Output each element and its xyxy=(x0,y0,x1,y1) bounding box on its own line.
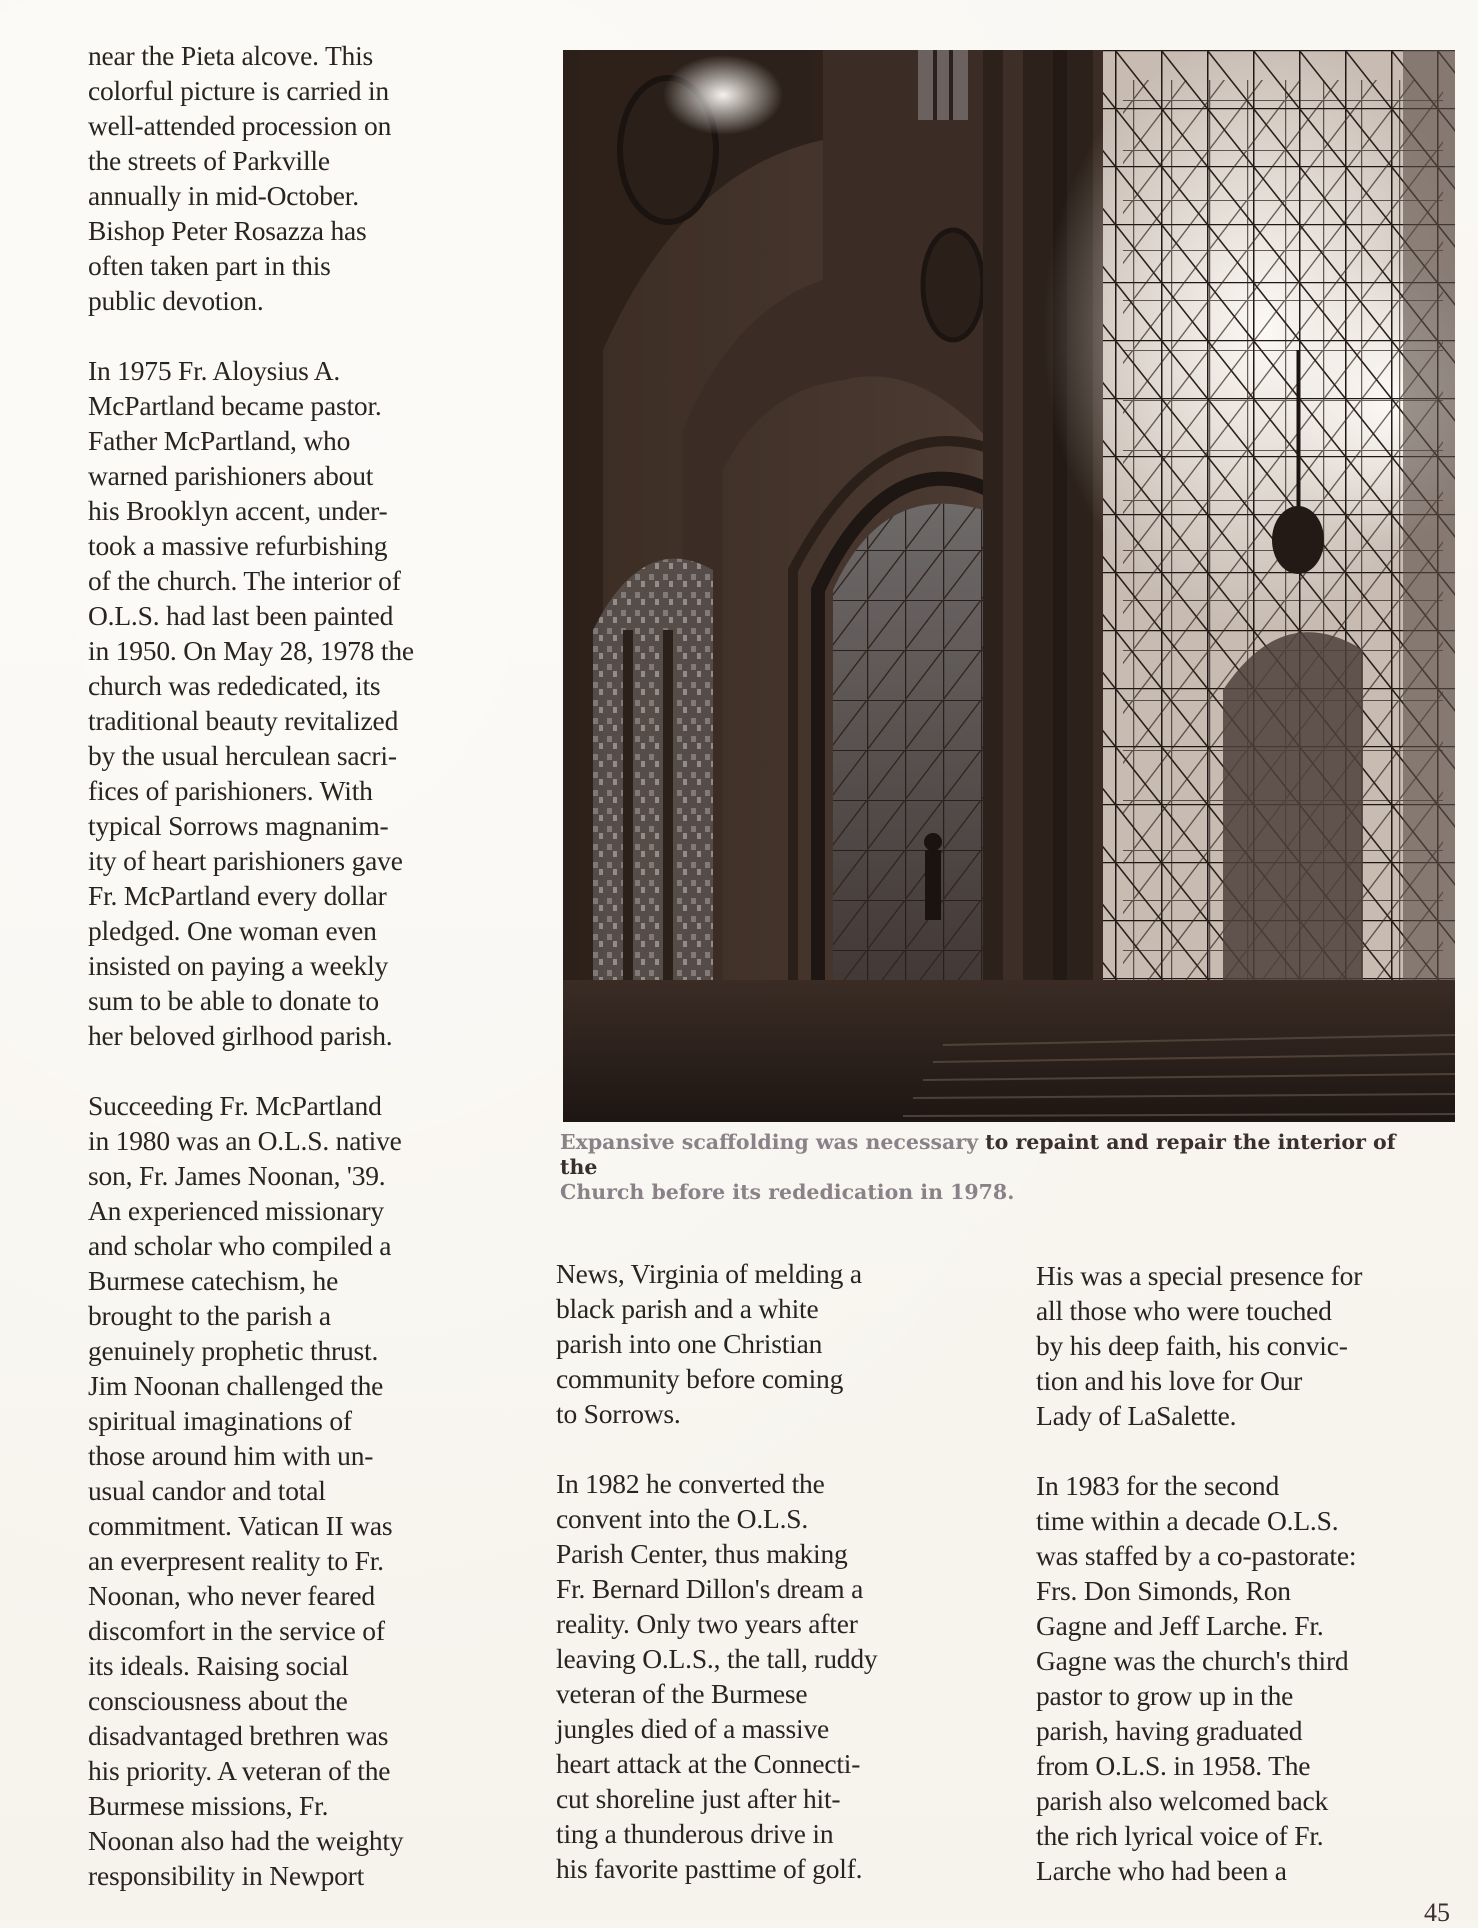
paragraph: His was a special presence for all those who were touched by his deep faith, his convic- tion and his love for Our Lady of LaSalette. xyxy=(1036,1260,1363,1431)
caption-text-faded: Expansive scaffolding was necessary xyxy=(560,1130,979,1154)
page-number: 45 xyxy=(1424,1898,1450,1927)
church-interior-photo xyxy=(563,50,1455,1122)
caption-text-faded: Church before its rededication in 1978. xyxy=(560,1180,1015,1204)
paragraph: In 1975 Fr. Aloysius A. McPartland became pastor. Father McPartland, who warned parishioners about his Brooklyn accent, under- took a massive refurbishing of the church. The interior of O.L.S. had last been painted in 1950. On May 28, 1978 the church was rededicated, its traditional beauty revitalized by the usual herculean sacri- fices of parishioners. With typical Sorrows magnanim- ity of heart parishioners gave Fr. McPartland every dollar pledged. One woman even insisted on paying a weekly sum to be able to donate to her beloved girlhood parish. xyxy=(88,355,414,1051)
caption-text: to repaint and repair the interior of the xyxy=(560,1130,1396,1179)
left-text-column xyxy=(88,38,508,1893)
paragraph: News, Virginia of melding a black parish and a white parish into one Christian community before coming to Sorrows. xyxy=(556,1258,862,1429)
scaffolding-photo-illustration xyxy=(563,50,1455,1122)
paragraph: In 1983 for the second time within a decade O.L.S. was staffed by a co-pastorate: Frs. Don Simonds, Ron Gagne and Jeff Larche. Fr. Gagne was the church's third pastor to grow up in the parish, having graduated from O.L.S. in 1958. The parish also welcomed back the rich lyrical voice of Fr. Larche who had been a xyxy=(1036,1470,1357,1886)
right-text-column xyxy=(1036,1258,1456,1888)
photo-caption xyxy=(560,1130,1440,1205)
middle-text-column xyxy=(556,1256,986,1886)
paragraph: near the Pieta alcove. This colorful picture is carried in well-attended procession on the streets of Parkville annually in mid-October. Bishop Peter Rosazza has often taken part in this public devotion. xyxy=(88,40,392,316)
paragraph: In 1982 he converted the convent into the O.L.S. Parish Center, thus making Fr. Bernard Dillon's dream a reality. Only two years after leaving O.L.S., the tall, ruddy veteran of the Burmese jungles died of a massive heart attack at the Connecti- cut shoreline just after hit- ting a thunderous drive in his favorite pasttime of golf. xyxy=(556,1468,878,1884)
paragraph: Succeeding Fr. McPartland in 1980 was an O.L.S. native son, Fr. James Noonan, '39. An experienced missionary and scholar who compiled a Burmese catechism, he brought to the parish a genuinely prophetic thrust. Jim Noonan challenged the spiritual imaginations of those around him with un- usual candor and total commitment. Vatican II was an everpresent reality to Fr. Noonan, who never feared discomfort in the service of its ideals. Raising social consciousness about the disadvantaged brethren was his priority. A veteran of the Burmese missions, Fr. Noonan also had the weighty responsibility in Newport xyxy=(88,1090,404,1891)
